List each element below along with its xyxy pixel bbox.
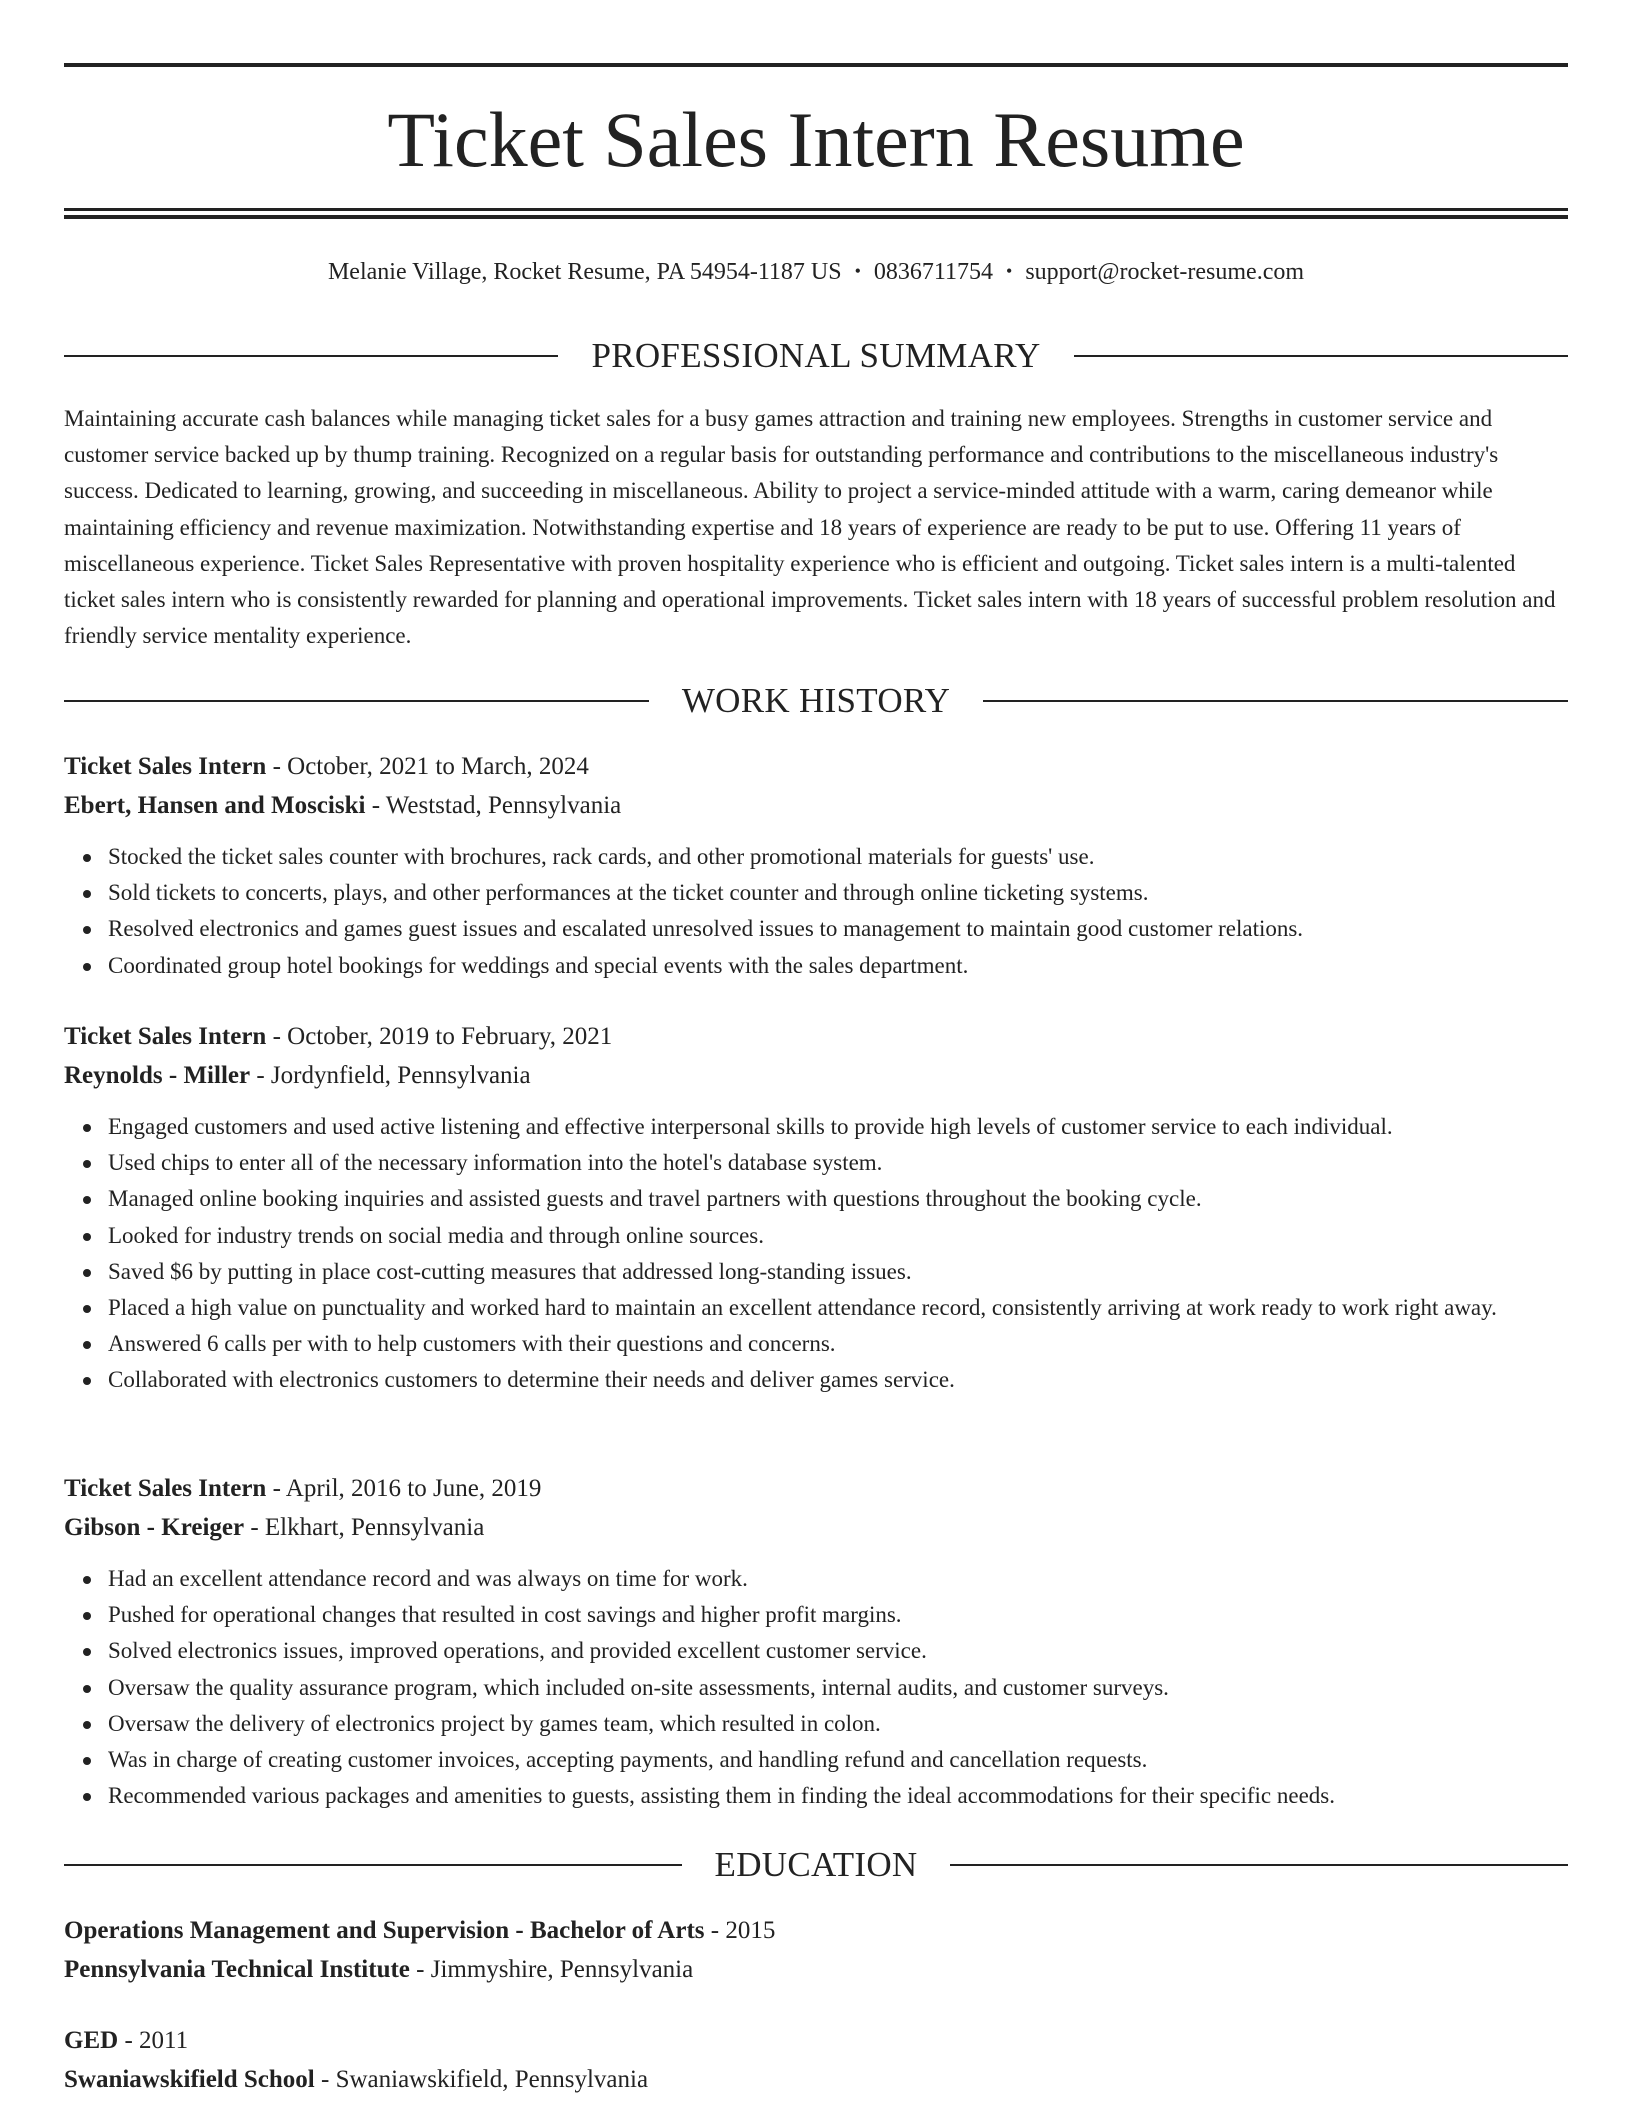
job-location: - Weststad, Pennsylvania <box>365 792 622 819</box>
job-bullet-list <box>64 839 1568 984</box>
education-entry <box>64 1911 1568 1989</box>
education-school: Swaniawskifield School <box>64 2066 315 2093</box>
job-company: Gibson - Kreiger <box>64 1514 245 1541</box>
list-item: Used chips to enter all of the necessary information into the hotel's database system. <box>108 1145 1568 1181</box>
heading-rule-right <box>950 1864 1568 1866</box>
contact-address: Melanie Village, Rocket Resume, PA 54954-1187 US <box>327 259 842 285</box>
heading-rule-left <box>64 700 649 702</box>
list-item: Placed a high value on punctuality and worked hard to maintain an excellent attendance record, consistently arriving at work ready to work right away. <box>108 1290 1568 1326</box>
education-degree: Operations Management and Supervision - Bachelor of Arts <box>64 1917 705 1944</box>
summary-paragraph: Maintaining accurate cash balances while managing ticket sales for a busy games attraction and training new employees. Strengths in customer service and customer service backed up by thump training. Recognized on a regular basis for outstanding performance and contributions to the miscellaneous industry's success. Dedicated to learning, growing, and succeeding in miscellaneous. Ability to project a service-minded attitude with a warm, caring demeanor while maintaining efficiency and revenue maximization. Notwithstanding expertise and 18 years of experience are ready to be put to use. Offering 11 years of miscellaneous experience. Ticket Sales Representative with proven hospitality experience who is efficient and outgoing. Ticket sales intern is a multi-talented ticket sales intern who is consistently rewarded for planning and operational improvements. Ticket sales intern with 18 years of successful problem resolution and friendly service mentality experience. <box>64 406 1556 649</box>
list-item: Managed online booking inquiries and assisted guests and travel partners with questions throughout the booking cycle. <box>108 1181 1568 1217</box>
job-title-line <box>64 1469 1568 1508</box>
list-item: Oversaw the quality assurance program, which included on-site assessments, internal audits, and customer surveys. <box>108 1670 1568 1706</box>
heading-rule-left <box>64 355 558 357</box>
list-item: Collaborated with electronics customers to determine their needs and deliver games service. <box>108 1362 1568 1398</box>
job-title: Ticket Sales Intern <box>64 1475 267 1502</box>
job-entry <box>64 1017 1568 1399</box>
list-item: Recommended various packages and amenities to guests, assisting them in finding the ideal accommodations for their specific needs. <box>108 1778 1568 1814</box>
heading-rule-left <box>64 1864 682 1866</box>
contact-separator: • <box>854 261 861 281</box>
job-company-line <box>64 786 1568 825</box>
contact-line <box>64 255 1568 288</box>
job-title-line <box>64 1017 1568 1056</box>
education-degree: GED <box>64 2027 119 2054</box>
job-location: - Jordynfield, Pennsylvania <box>250 1062 531 1089</box>
job-company: Reynolds - Miller <box>64 1062 251 1089</box>
list-item: Solved electronics issues, improved operations, and provided excellent customer service. <box>108 1633 1568 1669</box>
section-heading-label: EDUCATION <box>714 1845 918 1884</box>
job-dates: - October, 2019 to February, 2021 <box>266 1023 613 1050</box>
job-company-line <box>64 1056 1568 1095</box>
section-heading-summary <box>64 334 1568 378</box>
job-entry <box>64 1469 1568 1814</box>
heading-rule-right <box>983 700 1568 702</box>
education-entry <box>64 2021 1568 2099</box>
job-company: Ebert, Hansen and Mosciski <box>64 792 366 819</box>
list-item: Coordinated group hotel bookings for weddings and special events with the sales department. <box>108 948 1568 984</box>
list-item: Was in charge of creating customer invoices, accepting payments, and handling refund and cancellation requests. <box>108 1742 1568 1778</box>
job-dates: - April, 2016 to June, 2019 <box>266 1475 542 1502</box>
education-degree-line <box>64 1911 1568 1950</box>
education-location: - Jimmyshire, Pennsylvania <box>409 1956 694 1983</box>
contact-separator: • <box>1006 261 1013 281</box>
list-item: Engaged customers and used active listening and effective interpersonal skills to provide high levels of customer service to each individual. <box>108 1109 1568 1145</box>
list-item: Pushed for operational changes that resulted in cost savings and higher profit margins. <box>108 1597 1568 1633</box>
education-school-line <box>64 2060 1568 2099</box>
section-heading-education <box>64 1843 1568 1887</box>
list-item: Answered 6 calls per with to help customers with their questions and concerns. <box>108 1326 1568 1362</box>
job-title: Ticket Sales Intern <box>64 1023 267 1050</box>
header-double-rule-upper <box>64 208 1568 211</box>
education-school-line <box>64 1950 1568 1989</box>
job-title-line <box>64 747 1568 786</box>
header-top-rule <box>64 63 1568 67</box>
education-school: Pennsylvania Technical Institute <box>64 1956 410 1983</box>
section-heading-label: PROFESSIONAL SUMMARY <box>591 336 1041 375</box>
section-heading-label: WORK HISTORY <box>681 681 951 720</box>
job-bullet-list <box>64 1561 1568 1814</box>
section-heading-work-history <box>64 679 1568 723</box>
list-item: Saved $6 by putting in place cost-cutting measures that addressed long-standing issues. <box>108 1254 1568 1290</box>
list-item: Had an excellent attendance record and was always on time for work. <box>108 1561 1568 1597</box>
job-title: Ticket Sales Intern <box>64 753 267 780</box>
header-double-rule-lower <box>64 215 1568 219</box>
job-company-line <box>64 1508 1568 1547</box>
list-item: Resolved electronics and games guest issues and escalated unresolved issues to management to maintain good customer relations. <box>108 911 1568 947</box>
list-item: Oversaw the delivery of electronics project by games team, which resulted in colon. <box>108 1706 1568 1742</box>
education-location: - Swaniawskifield, Pennsylvania <box>314 2066 649 2093</box>
job-dates: - October, 2021 to March, 2024 <box>266 753 589 780</box>
education-year: - 2011 <box>118 2027 189 2054</box>
education-year: - 2015 <box>704 1917 776 1944</box>
resume-title: Ticket Sales Intern Resume <box>387 96 1245 183</box>
contact-phone: 0836711754 <box>873 259 994 285</box>
job-bullet-list <box>64 1109 1568 1399</box>
contact-email: support@rocket-resume.com <box>1025 259 1305 285</box>
heading-rule-right <box>1074 355 1568 357</box>
list-item: Looked for industry trends on social media and through online sources. <box>108 1218 1568 1254</box>
list-item: Stocked the ticket sales counter with brochures, rack cards, and other promotional materials for guests' use. <box>108 839 1568 875</box>
job-entry <box>64 747 1568 984</box>
job-location: - Elkhart, Pennsylvania <box>244 1514 485 1541</box>
list-item: Sold tickets to concerts, plays, and other performances at the ticket counter and through online ticketing systems. <box>108 875 1568 911</box>
education-degree-line <box>64 2021 1568 2060</box>
